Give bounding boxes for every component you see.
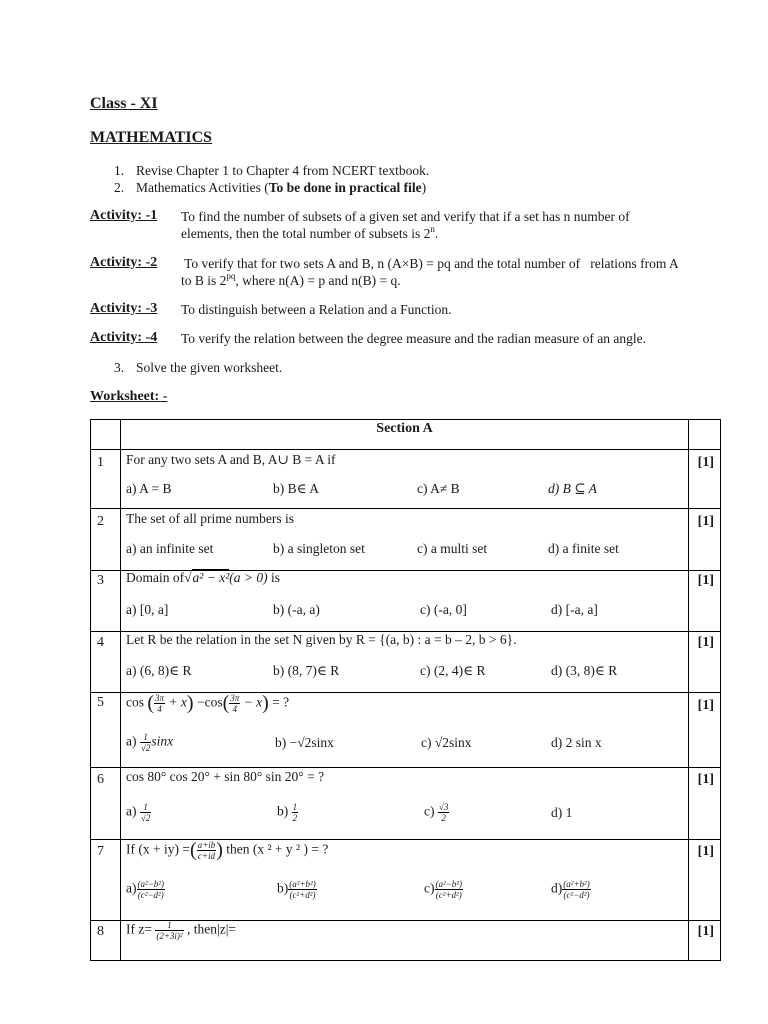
activity-2-text <box>181 255 721 289</box>
option-a: a) an infinite set <box>126 541 214 556</box>
option-label: a) <box>126 733 137 749</box>
question-number: 4 <box>97 635 104 650</box>
fraction <box>137 879 165 900</box>
option-text: sinx <box>151 733 174 749</box>
instruction-1 <box>114 163 430 179</box>
question-text <box>126 692 289 715</box>
marks: [1] <box>697 844 714 859</box>
row-divider <box>91 767 720 768</box>
option-c: c) a multi set <box>417 541 488 556</box>
row-divider <box>91 508 720 509</box>
numerator: (a²+b²) <box>563 879 590 889</box>
question-text: Let R be the relation in the set N given by R = {(a, b) : a = b – 2, b > 6}. <box>126 632 517 647</box>
denominator: 4 <box>232 704 237 714</box>
right-paren-icon: ) <box>186 692 194 714</box>
question-text-part: is <box>267 570 280 585</box>
activity-2-label: Activity: -2 <box>90 255 158 270</box>
numerator: 3π <box>155 693 165 703</box>
marks: [1] <box>697 698 714 713</box>
subject-title: MATHEMATICS <box>90 129 213 146</box>
question-text: For any two sets A and B, A∪ B = A if <box>126 452 336 467</box>
question-text <box>126 920 236 941</box>
superscript: pq <box>226 271 236 281</box>
fraction <box>140 802 151 823</box>
option-b: b) B∈ A <box>273 481 319 496</box>
section-title: Section A <box>376 421 433 436</box>
question-number: 3 <box>97 573 104 588</box>
question-number: 2 <box>97 514 104 529</box>
activity-4-text: To verify the relation between the degree measure and the radian measure of an angle. <box>181 331 646 346</box>
option-d: d) 2 sin x <box>551 735 602 750</box>
right-paren-icon: ) <box>216 839 223 861</box>
marks: [1] <box>697 924 714 939</box>
instruction-number: 2. <box>114 180 125 195</box>
activity-line: To verify that for two sets A and B, n (A×B) = pq and the total number of relations from A <box>181 256 679 271</box>
denominator: c+id <box>197 851 215 861</box>
instruction-3 <box>114 360 283 376</box>
option-c <box>424 802 449 823</box>
activity-1-label: Activity: -1 <box>90 208 158 223</box>
denominator: (2+3i)² <box>156 931 183 941</box>
option-a: a) (6, 8)∈ R <box>126 663 192 678</box>
numerator: a+ib <box>197 840 216 850</box>
instruction-text: Revise Chapter 1 to Chapter 4 from NCERT textbook. <box>136 163 430 178</box>
numerator: 1 <box>292 802 298 812</box>
marks: [1] <box>697 635 714 650</box>
right-paren-icon: ) <box>262 692 269 714</box>
numerator: (a²+b²) <box>289 879 316 889</box>
option-d: d) a finite set <box>548 541 619 556</box>
fraction <box>229 693 240 714</box>
option-b <box>277 802 298 823</box>
instruction-emphasis: To be done in practical file <box>268 180 422 195</box>
left-paren-icon: ( <box>147 692 155 714</box>
condition: (a > 0) <box>229 570 268 585</box>
denominator: √2 <box>140 743 151 753</box>
option-a <box>126 879 165 900</box>
instruction-text: Solve the given worksheet. <box>136 360 283 375</box>
option-b <box>277 879 317 900</box>
option-c: c) √2sinx <box>421 735 472 750</box>
denominator: (c²−d²) <box>563 890 590 900</box>
numerator: 1 <box>140 802 151 813</box>
option-label: c) <box>424 803 435 819</box>
question-text-part: , then|z|= <box>183 921 237 937</box>
denominator: (c²+d²) <box>289 890 316 900</box>
option-b: b) a singleton set <box>273 541 365 556</box>
superscript: n <box>430 224 435 234</box>
marks: [1] <box>697 514 714 529</box>
question-number: 7 <box>97 844 104 859</box>
question-text-part: −cos <box>193 694 223 710</box>
left-paren-icon: ( <box>189 839 197 861</box>
option-d: d) B ⊆ A <box>548 481 597 496</box>
column-divider <box>688 420 689 960</box>
row-divider <box>91 449 720 450</box>
question-text-part: + x <box>168 694 187 710</box>
question-text-part: then (x ² + y ² ) = ? <box>222 841 329 857</box>
question-text-part: Domain of <box>126 570 185 585</box>
denominator: 2 <box>292 813 298 823</box>
option-b: b) (8, 7)∈ R <box>273 663 340 678</box>
option-label: d) <box>551 880 563 896</box>
option-a: a) [0, a] <box>126 602 169 617</box>
question-text-part: If z= <box>126 921 156 937</box>
left-paren-icon: ( <box>222 692 230 714</box>
worksheet-table <box>90 419 721 961</box>
activity-line: elements, then the total number of subsets is 2 <box>181 226 431 241</box>
option-label: b) <box>277 880 289 896</box>
numerator: √3 <box>438 802 449 812</box>
question-text: cos 80° cos 20° + sin 80° sin 20° = ? <box>126 769 325 784</box>
option-label: c) <box>424 880 435 896</box>
column-divider <box>120 420 121 960</box>
denominator: 4 <box>157 704 162 714</box>
option-c: c) (2, 4)∈ R <box>420 663 486 678</box>
instruction-tail: ) <box>421 180 427 195</box>
activity-line: to B is 2 <box>181 273 227 288</box>
option-c: c) A≠ B <box>417 481 460 496</box>
marks: [1] <box>697 772 714 787</box>
question-text <box>126 570 280 586</box>
option-b: b) −√2sinx <box>275 735 334 750</box>
option-label: a) <box>126 880 137 896</box>
marks: [1] <box>697 455 714 470</box>
numerator: 3π <box>230 693 240 703</box>
question-text: The set of all prime numbers is <box>126 511 294 526</box>
radicand: a² − x² <box>192 570 230 585</box>
option-a: a) A = B <box>126 481 172 496</box>
question-number: 8 <box>97 924 104 939</box>
numerator: 1 <box>140 732 151 743</box>
denominator: 2 <box>441 813 446 823</box>
activity-line: To find the number of subsets of a given set and verify that if a set has n number of <box>181 209 630 224</box>
fraction <box>562 879 590 900</box>
activity-4-label: Activity: -4 <box>90 330 158 345</box>
activity-line-tail: , where n(A) = p and n(B) = q. <box>235 273 401 288</box>
instruction-2 <box>114 180 427 196</box>
question-text-part: − x <box>243 694 263 710</box>
denominator: (c²+d²) <box>435 890 462 900</box>
option-d: d) (3, 8)∈ R <box>551 663 618 678</box>
fraction <box>140 732 151 753</box>
numerator: 1 <box>155 920 183 931</box>
question-number: 5 <box>97 695 104 710</box>
fraction <box>292 802 299 823</box>
fraction <box>154 693 165 714</box>
class-title: Class - XI <box>90 95 158 112</box>
option-d: d) [-a, a] <box>551 602 598 617</box>
instruction-number: 3. <box>114 360 125 375</box>
instruction-text: Mathematics Activities ( <box>136 180 269 195</box>
option-label: a) <box>126 803 137 819</box>
question-text <box>126 839 328 862</box>
instruction-number: 1. <box>114 163 125 178</box>
numerator: (a²−b²) <box>435 879 462 889</box>
activity-line-tail: . <box>434 226 439 241</box>
option-a <box>126 802 151 823</box>
option-c <box>424 879 463 900</box>
option-c: c) (-a, 0] <box>420 602 467 617</box>
numerator: (a²−b²) <box>137 879 164 889</box>
fraction <box>435 879 463 900</box>
worksheet-title: Worksheet: - <box>90 389 168 404</box>
option-d <box>551 879 591 900</box>
activity-3-label: Activity: -3 <box>90 301 158 316</box>
marks: [1] <box>697 573 714 588</box>
option-b: b) (-a, a) <box>273 602 320 617</box>
fraction <box>155 920 183 941</box>
fraction <box>438 802 449 823</box>
fraction <box>288 879 316 900</box>
option-a <box>126 732 173 753</box>
sqrt-icon: √ <box>184 570 192 585</box>
question-text-part: If (x + iy) = <box>126 841 190 857</box>
activity-3-text: To distinguish between a Relation and a Function. <box>181 302 452 317</box>
option-label: b) <box>277 803 289 819</box>
denominator: √2 <box>140 813 151 823</box>
question-text-part: = ? <box>268 694 290 710</box>
option-d: d) 1 <box>551 805 573 820</box>
activity-1-text <box>181 208 721 242</box>
question-number: 1 <box>97 455 104 470</box>
fraction <box>197 840 217 861</box>
question-text-part: cos <box>126 694 144 710</box>
question-number: 6 <box>97 772 104 787</box>
denominator: (c²−d²) <box>137 890 164 900</box>
